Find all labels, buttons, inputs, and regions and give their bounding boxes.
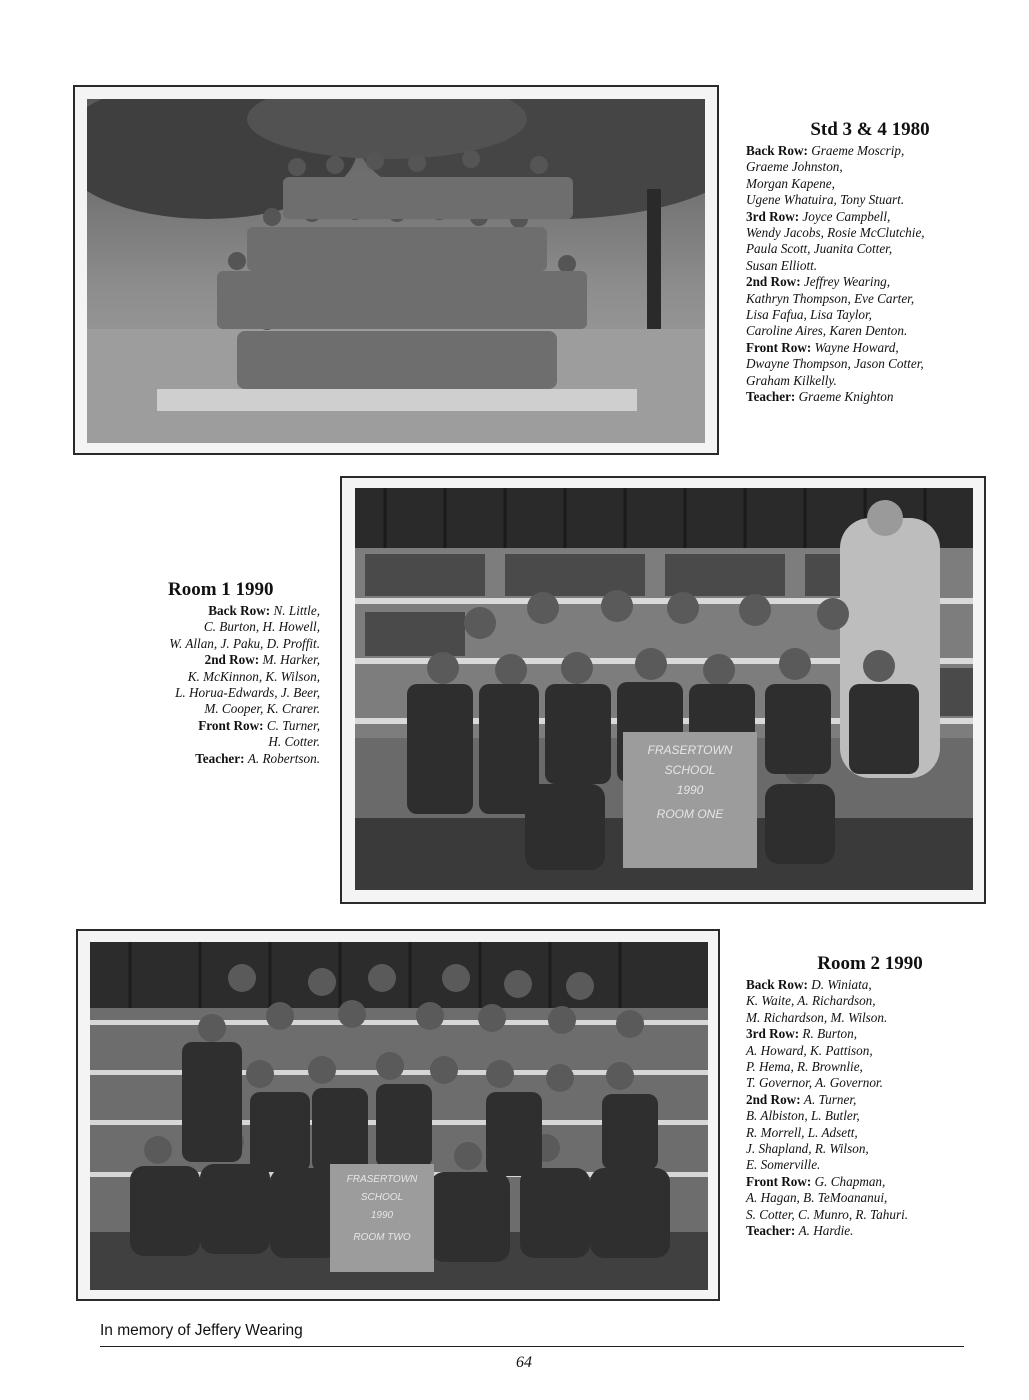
caption-line [746, 1108, 986, 1124]
caption-line [90, 701, 320, 717]
names-text: Kathryn Thompson, Eve Carter, [746, 290, 915, 306]
names-text: Ugene Whatuira, Tony Stuart. [746, 192, 905, 208]
caption-line [746, 323, 986, 339]
names-text: Dwayne Thompson, Jason Cotter, [746, 356, 924, 372]
caption-names [746, 977, 986, 1240]
caption-line [746, 159, 986, 175]
names-text: Jeffrey Wearing, [803, 274, 891, 290]
caption-line [746, 1223, 986, 1239]
names-text: J. Shapland, R. Wilson, [746, 1141, 869, 1157]
names-text: Joyce Campbell, [802, 208, 891, 224]
names-text: G. Chapman, [814, 1173, 886, 1189]
caption-line [90, 685, 320, 701]
caption-line [746, 258, 986, 274]
caption-names [746, 143, 986, 406]
names-text: A. Hardie. [798, 1223, 854, 1239]
row-label: Teacher: [746, 1223, 799, 1239]
names-text: Graham Kilkelly. [746, 372, 837, 388]
caption-line [746, 176, 986, 192]
caption-line [746, 274, 986, 290]
caption-line [90, 751, 320, 767]
caption-room1-1990 [90, 579, 320, 767]
row-label: Front Row: [198, 717, 267, 733]
photo-frame-room1-1990 [340, 476, 986, 904]
caption-title: Room 2 1990 [817, 953, 923, 974]
row-label: 2nd Row: [204, 652, 263, 668]
caption-line [746, 373, 986, 389]
names-text: Paula Scott, Juanita Cotter, [746, 241, 893, 257]
row-label: Front Row: [746, 1173, 815, 1189]
caption-line [90, 619, 320, 635]
names-text: A. Robertson. [247, 750, 320, 766]
caption-line [90, 718, 320, 734]
caption-line [90, 636, 320, 652]
caption-line [746, 993, 986, 1009]
names-text: K. Waite, A. Richardson, [746, 993, 876, 1009]
names-text: N. Little, [273, 603, 320, 618]
caption-line [746, 1059, 986, 1075]
photo-frame-room2-1990 [76, 929, 720, 1301]
caption-line [746, 1141, 986, 1157]
caption-line [746, 291, 986, 307]
names-text: Graeme Moscrip, [811, 143, 905, 158]
names-text: R. Burton, [802, 1026, 858, 1042]
board-text-line: 1990 [370, 1210, 394, 1221]
names-text: H. Cotter. [268, 734, 320, 750]
caption-line [746, 977, 986, 993]
names-text: C. Turner, [266, 717, 320, 733]
row-label: 3rd Row: [746, 1026, 803, 1042]
row-label: Back Row: [208, 603, 274, 618]
caption-line [746, 1092, 986, 1108]
names-text: Susan Elliott. [746, 257, 818, 273]
caption-line [90, 669, 320, 685]
board-text-line: ROOM ONE [656, 807, 724, 821]
row-label: Back Row: [746, 977, 812, 992]
row-label: Front Row: [746, 339, 815, 355]
caption-line [90, 734, 320, 750]
caption-line [90, 652, 320, 668]
names-text: E. Somerville. [746, 1157, 821, 1173]
names-text: A. Hagan, B. TeMoananui, [746, 1190, 888, 1206]
photo-frame-std3-4-1980 [73, 85, 719, 455]
names-text: Morgan Kapene, [746, 175, 835, 191]
page-number: 64 [516, 1354, 532, 1371]
caption-line [746, 1010, 986, 1026]
caption-line [746, 1043, 986, 1059]
names-text: Wendy Jacobs, Rosie McClutchie, [746, 225, 925, 241]
class-photo-std3-4-1980 [87, 99, 705, 443]
names-text: L. Horua-Edwards, J. Beer, [175, 685, 320, 701]
names-text: P. Hema, R. Brownlie, [746, 1059, 863, 1075]
names-text: Graeme Johnston, [746, 159, 843, 175]
caption-names [90, 603, 320, 767]
caption-line [746, 1190, 986, 1206]
row-label: 3rd Row: [746, 208, 803, 224]
caption-title: Std 3 & 4 1980 [810, 119, 930, 140]
caption-line [746, 225, 986, 241]
row-label: Back Row: [746, 143, 812, 158]
names-text: Graeme Knighton [798, 389, 894, 405]
names-text: D. Winiata, [811, 977, 872, 992]
caption-line [746, 1207, 986, 1223]
caption-line [746, 340, 986, 356]
names-text: M. Cooper, K. Crarer. [204, 701, 320, 717]
caption-line [746, 241, 986, 257]
board-text-line: ROOM TWO [353, 1232, 411, 1243]
names-text: A. Turner, [803, 1091, 857, 1107]
row-label: 2nd Row: [746, 274, 804, 290]
caption-title: Room 1 1990 [168, 579, 274, 600]
board-text-line: SCHOOL [360, 1192, 404, 1203]
memorial-note: In memory of Jeffery Wearing [100, 1322, 303, 1339]
caption-room2-1990 [746, 953, 986, 1240]
board-text-line: 1990 [676, 783, 704, 797]
names-text: Caroline Aires, Karen Denton. [746, 323, 908, 339]
caption-std3-4-1980 [746, 119, 986, 406]
names-text: M. Harker, [262, 652, 320, 668]
names-text: K. McKinnon, K. Wilson, [187, 668, 320, 684]
class-photo-room2-1990 [90, 942, 708, 1290]
caption-line [746, 356, 986, 372]
caption-line [746, 192, 986, 208]
caption-line [746, 307, 986, 323]
class-photo-room1-1990 [355, 488, 973, 890]
caption-line [746, 1174, 986, 1190]
names-text: T. Governor, A. Governor. [746, 1075, 883, 1091]
board-text-line: FRASERTOWN [346, 1174, 418, 1185]
row-label: Teacher: [195, 750, 248, 766]
board-text-line: FRASERTOWN [647, 743, 733, 757]
row-label: Teacher: [746, 389, 799, 405]
board-text-line: SCHOOL [664, 763, 716, 777]
footer-divider [100, 1346, 964, 1347]
caption-line [746, 389, 986, 405]
caption-line [746, 1157, 986, 1173]
names-text: Wayne Howard, [814, 339, 899, 355]
names-text: S. Cotter, C. Munro, R. Tahuri. [746, 1206, 909, 1222]
caption-line [746, 143, 986, 159]
names-text: Lisa Fafua, Lisa Taylor, [746, 307, 872, 323]
names-text: R. Morrell, L. Adsett, [746, 1124, 858, 1140]
caption-line [746, 209, 986, 225]
caption-line [90, 603, 320, 619]
names-text: W. Allan, J. Paku, D. Proffit. [169, 635, 320, 651]
names-text: B. Albiston, L. Butler, [746, 1108, 860, 1124]
names-text: C. Burton, H. Howell, [203, 619, 320, 635]
caption-line [746, 1026, 986, 1042]
caption-line [746, 1075, 986, 1091]
row-label: 2nd Row: [746, 1091, 804, 1107]
names-text: M. Richardson, M. Wilson. [746, 1009, 888, 1025]
caption-line [746, 1125, 986, 1141]
names-text: A. Howard, K. Pattison, [746, 1042, 873, 1058]
